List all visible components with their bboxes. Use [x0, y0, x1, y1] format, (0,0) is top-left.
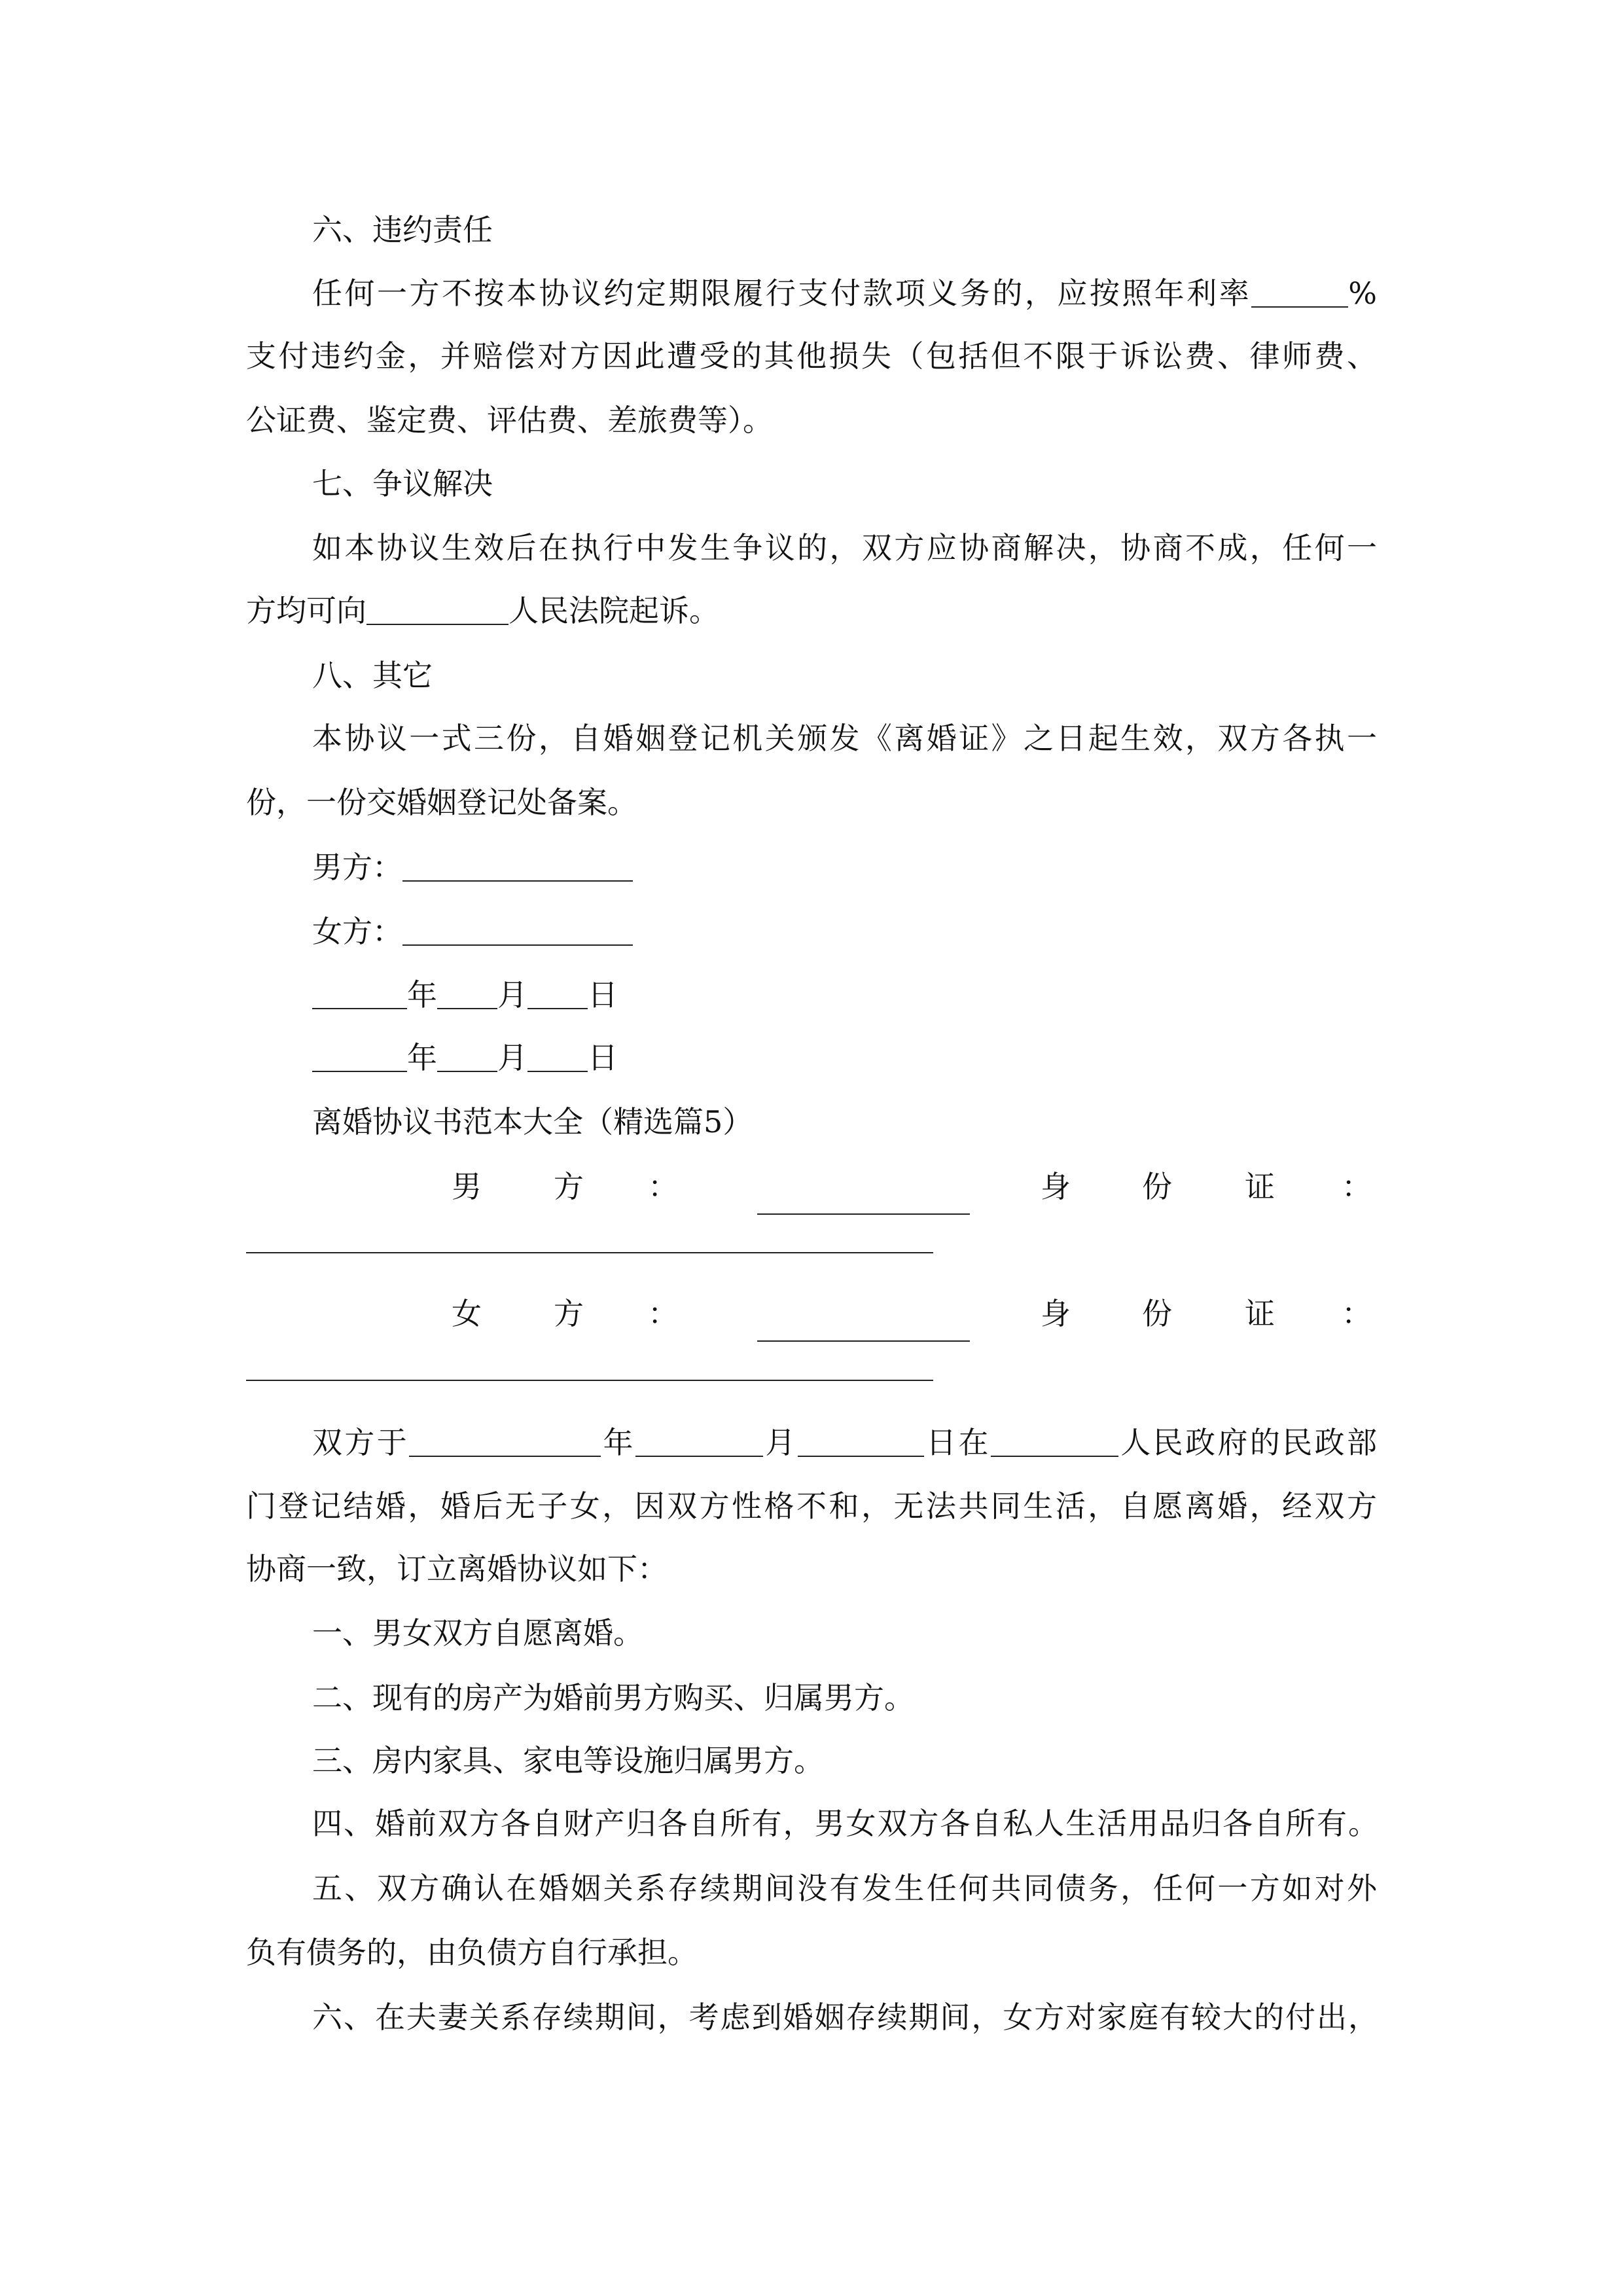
- year-blank[interactable]: [312, 978, 407, 1009]
- section-8-paragraph-line: 本协议一式三份，自婚姻登记机关颁发《离婚证》之日起生效，双方各执一: [312, 721, 1377, 756]
- label: 男方：: [312, 850, 402, 885]
- section-6-paragraph-line: 公证费、鉴定费、评估费、差旅费等）。: [246, 403, 773, 438]
- court-blank[interactable]: [366, 594, 508, 625]
- char: 份: [1142, 1296, 1172, 1331]
- marriage-month-blank[interactable]: [635, 1426, 763, 1457]
- intro-line: 门登记结婚，婚后无子女，因双方性格不和，无法共同生活，自愿离婚，经双方: [246, 1488, 1377, 1524]
- clause-item: 五、双方确认在婚姻关系存续期间没有发生任何共同债务，任何一方如对外: [312, 1871, 1377, 1906]
- year-blank[interactable]: [312, 1041, 407, 1072]
- char: 证: [1245, 1169, 1275, 1204]
- text: 任何一方不按本协议约定期限履行支付款项义务的，应按照年利率: [312, 276, 1252, 311]
- male-id-blank[interactable]: [246, 1252, 933, 1253]
- government-blank[interactable]: [991, 1426, 1118, 1457]
- char: 女: [452, 1296, 482, 1331]
- char: 男: [452, 1169, 482, 1204]
- month-blank[interactable]: [437, 978, 497, 1009]
- text: 年: [601, 1425, 635, 1460]
- clause-item: 一、男女双方自愿离婚。: [312, 1615, 643, 1651]
- section-8-paragraph-line: 份，一份交婚姻登记处备案。: [246, 785, 637, 820]
- date-line: [312, 1037, 618, 1079]
- percent-sign: %: [1348, 276, 1377, 311]
- text: 方均可向: [246, 593, 366, 628]
- section-6-paragraph-line: 支付违约金，并赔偿对方因此遭受的其他损失（包括但不限于诉讼费、律师费、: [246, 338, 1377, 374]
- day-blank[interactable]: [527, 978, 588, 1009]
- day-blank[interactable]: [527, 1041, 588, 1072]
- section-7-heading: 七、争议解决: [312, 466, 493, 501]
- month-label: 月: [497, 1040, 527, 1075]
- female-signature-blank[interactable]: [402, 914, 633, 946]
- day-label: 日: [588, 977, 618, 1013]
- rate-blank[interactable]: [1251, 276, 1348, 308]
- marriage-day-blank[interactable]: [798, 1426, 924, 1457]
- char: 份: [1142, 1169, 1172, 1204]
- section-6-paragraph-line: [312, 272, 1377, 314]
- colon: ：: [648, 1296, 678, 1331]
- clause-item: 六、在夫妻关系存续期间，考虑到婚姻存续期间，女方对家庭有较大的付出，: [312, 2000, 1377, 2035]
- marriage-year-blank[interactable]: [409, 1426, 601, 1457]
- male-name-blank[interactable]: [757, 1172, 970, 1215]
- clause-item: 四、婚前双方各自财产归各自所有，男女双方各自私人生活用品归各自所有。: [312, 1806, 1377, 1841]
- clause-item: 三、房内家具、家电等设施归属男方。: [312, 1743, 824, 1778]
- section-8-heading: 八、其它: [312, 658, 433, 693]
- year-label: 年: [407, 977, 437, 1013]
- male-signature-blank[interactable]: [402, 850, 633, 882]
- text: 日在: [923, 1425, 991, 1460]
- colon: ：: [648, 1169, 678, 1204]
- text: 月: [762, 1425, 798, 1460]
- section-7-paragraph-line: 如本协议生效后在执行中发生争议的，双方应协商解决，协商不成，任何一: [312, 530, 1377, 565]
- colon: ：: [1342, 1296, 1372, 1331]
- month-label: 月: [497, 977, 527, 1013]
- day-label: 日: [588, 1040, 618, 1075]
- char: 方: [554, 1169, 584, 1204]
- male-signature-line: [312, 846, 633, 888]
- clause-item: 负有债务的，由负债方自行承担。: [246, 1935, 698, 1970]
- char: 证: [1245, 1296, 1275, 1331]
- year-label: 年: [407, 1040, 437, 1075]
- char: 方: [554, 1296, 584, 1331]
- char: 身: [1041, 1296, 1071, 1331]
- female-signature-line: [312, 910, 633, 952]
- colon: ：: [1342, 1169, 1372, 1204]
- female-name-blank[interactable]: [757, 1299, 970, 1342]
- date-line: [312, 974, 618, 1016]
- text: 人民法院起诉。: [508, 593, 719, 628]
- char: 身: [1041, 1169, 1071, 1204]
- clause-item: 二、现有的房产为婚前男方购买、归属男方。: [312, 1680, 914, 1715]
- section-6-heading: 六、违约责任: [312, 212, 493, 247]
- text: 双方于: [312, 1425, 410, 1460]
- label: 女方：: [312, 914, 402, 949]
- document-5-heading: 离婚协议书范本大全（精选篇5）: [312, 1104, 753, 1139]
- female-id-blank[interactable]: [246, 1380, 933, 1381]
- intro-line: [312, 1422, 1377, 1463]
- month-blank[interactable]: [437, 1041, 497, 1072]
- text: 人民政府的民政部: [1118, 1425, 1378, 1460]
- section-7-paragraph-line: [246, 590, 719, 632]
- intro-line: 协商一致，订立离婚协议如下：: [246, 1551, 668, 1587]
